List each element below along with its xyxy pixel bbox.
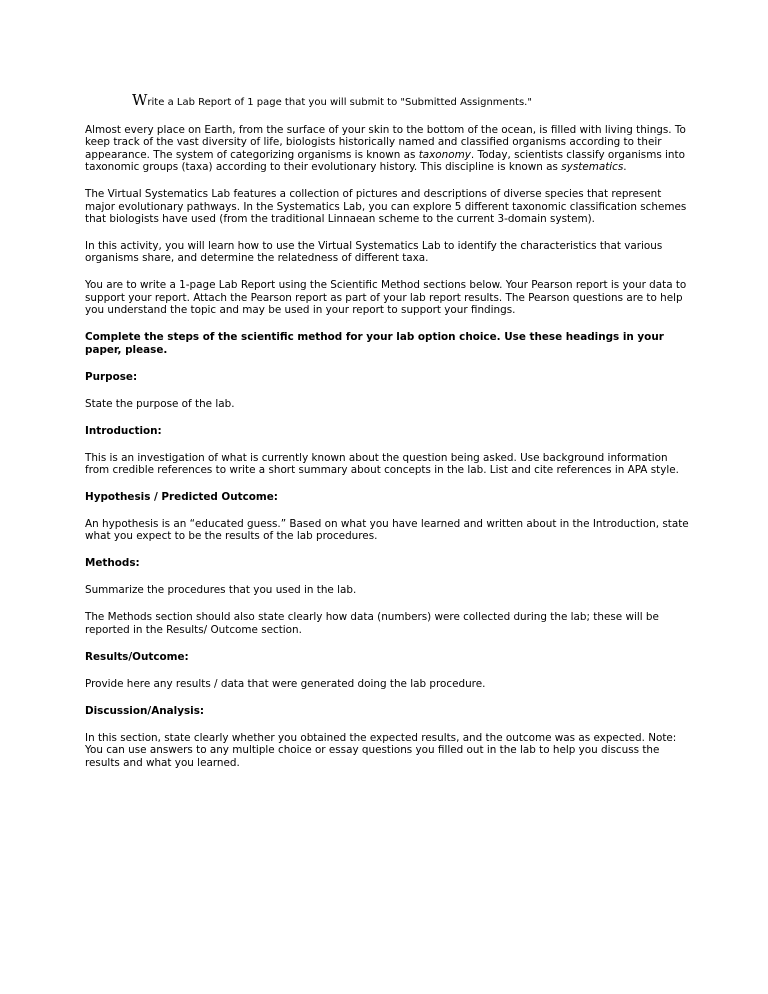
paragraph-virtual-lab: The Virtual Systematics Lab features a collection of pictures and descriptions of diverse species that represent major evolutionary pathways. In the Systematics Lab, you can explore 5 different taxonomic classification schemes that biologists have used (from the traditional Linnaean scheme to the current 3-domain system).: [85, 188, 687, 226]
section-text-results: Provide here any results / data that were generated doing the lab procedure.: [85, 677, 486, 690]
term-systematics: systematics: [561, 161, 624, 174]
section-text-discussion: In this section, state clearly whether you obtained the expected results, and the outcome was as expected. Note: You can use answers to any multiple choice or essay questions you filled out in the lab to help you discuss the results and what you learned.: [85, 731, 677, 769]
section-heading-purpose: Purpose:: [85, 370, 138, 383]
paragraph-activity: In this activity, you will learn how to use the Virtual Systematics Lab to identify the characteristics that various organisms share, and determine the relatedness of different taxa.: [85, 240, 663, 265]
paragraph-report-instructions: You are to write a 1-page Lab Report using the Scientific Method sections below. Your Pearson report is your data to support your report. Attach the Pearson report as part of your lab report results. The Pearson questions are to help you understand the topic and may be used in your report to support your findings.: [85, 279, 687, 317]
steps-heading: Complete the steps of the scientific method for your lab option choice. Use these headings in your paper, please.: [85, 331, 664, 356]
paragraph-taxonomy: [85, 124, 691, 174]
drop-cap: W: [132, 91, 148, 109]
section-heading-methods: Methods:: [85, 557, 140, 570]
section-text-purpose: State the purpose of the lab.: [85, 397, 235, 410]
paragraph-text: .: [623, 161, 627, 174]
instruction-text: rite a Lab Report of 1 page that you will submit to "Submitted Assignments.": [147, 97, 532, 108]
section-heading-introduction: Introduction:: [85, 424, 162, 437]
paragraph-text: Almost every place on Earth, from the surface of your skin to the bottom of the ocean, is filled with living things. To keep track of the vast diversity of life, biologists historically named and classified organisms according to their appearance. The system of categorizing organisms is known as: [85, 124, 686, 161]
section-heading-discussion: Discussion/Analysis:: [85, 704, 205, 717]
section-text-introduction: This is an investigation of what is currently known about the question being asked. Use background information from credible references to write a short summary about concepts in the lab. List and cite references in APA style.: [85, 451, 679, 477]
section-text-methods-data: The Methods section should also state clearly how data (numbers) were collected during the lab; these will be reported in the Results/ Outcome section.: [85, 611, 659, 636]
section-text-methods: Summarize the procedures that you used in the lab.: [85, 584, 357, 597]
document-body: [85, 124, 691, 784]
paragraph-text: . Today, scientists classify organisms into taxonomic groups (taxa) according to their evolutionary history. This discipline is known as: [85, 148, 685, 174]
assignment-instruction: [132, 93, 732, 110]
section-text-hypothesis: An hypothesis is an “educated guess.” Based on what you have learned and written about in the Introduction, state what you expect to be the results of the lab procedures.: [85, 518, 689, 543]
term-taxonomy: taxonomy: [418, 148, 471, 161]
section-heading-hypothesis: Hypothesis / Predicted Outcome:: [85, 491, 278, 504]
section-heading-results: Results/Outcome:: [85, 650, 189, 663]
